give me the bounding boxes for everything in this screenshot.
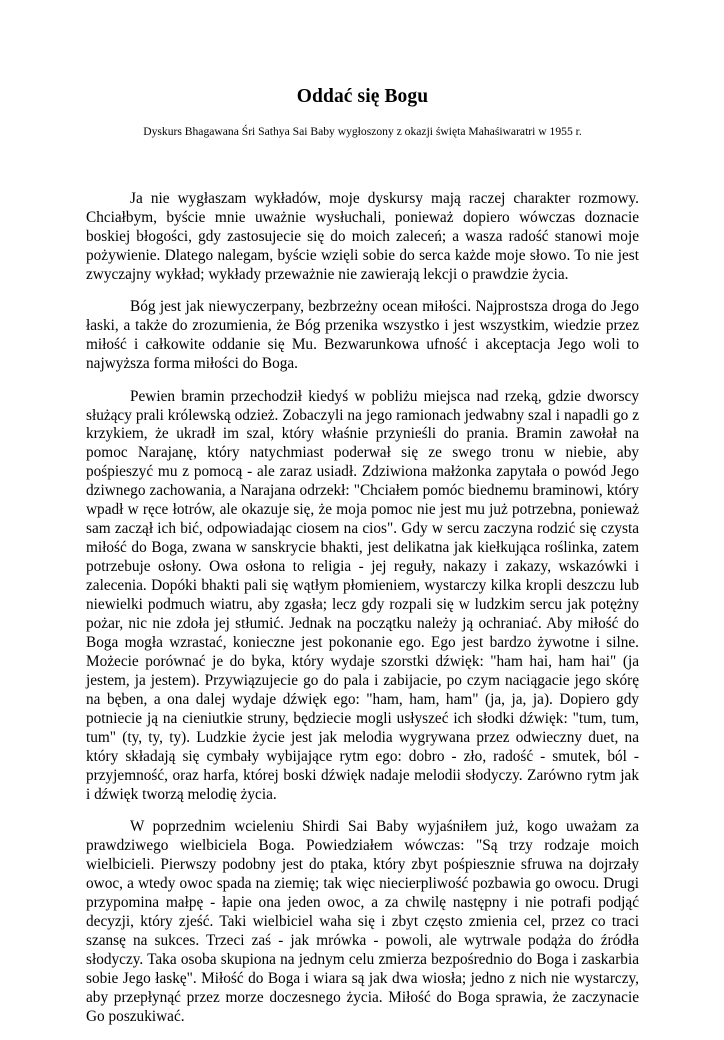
paragraph-3: Pewien bramin przechodził kiedyś w pobliżu miejsca nad rzeką, gdzie dworscy służący prali królewską odzież. Zobaczyli na jego ramionach jedwabny szal i napadli go z krzykiem, że ukradł im szal, który właśnie przynieśli do prania. Bramin zawołał na pomoc Narajanę, który natychmiast poderwał się ze swego tronu w niebie, aby pośpieszyć mu z pomocą - ale zaraz usiadł. Zdziwiona małżonka zapytała o powód Jego dziwnego zachowania, a Narajana odrzekł: "Chciałem pomóc biednemu braminowi, który wpadł w ręce łotrów, ale okazuje się, że moja pomoc nie jest mu już potrzebna, ponieważ sam zaczął ich bić, odpowiadając ciosem na cios". Gdy w sercu zaczyna rodzić się czysta miłość do Boga, zwana w sanskrycie bhakti, jest delikatna jak kiełkująca roślinka, zatem potrzebuje osłony. Owa osłona to religia - jej reguły, nakazy i zakazy, wskazówki i zalecenia. Dopóki bhakti pali się wątłym płomieniem, wystarczy kilka kropli deszczu lub niewielki podmuch wiatru, aby zgasła; lecz gdy rozpali się w ludzkim sercu jak potężny pożar, nic nie zdoła jej stłumić. Jednak na początku należy ją ochraniać. Aby miłość do Boga mogła wzrastać, konieczne jest pokonanie ego. Ego jest bardzo żywotne i silne. Możecie porównać je do byka, który wydaje szorstki dźwięk: "ham hai, ham hai" (ja jestem, ja jestem). Przywiązujecie go do pala i zabijacie, po czym naciągacie jego skórę na bęben, a ona dalej wydaje dźwięk ego: "ham, ham, ham" (ja, ja, ja). Dopiero gdy potniecie ją na cieniutkie struny, będziecie mogli usłyszeć ich słodki dźwięk: "tum, tum, tum" (ty, ty, ty). Ludzkie życie jest jak melodia wygrywana przez odwieczny duet, na który składają się cymbały wybijające rytm ego: dobro - zło, radość - smutek, ból - przyjemność, oraz harfa, której boski dźwięk nadaje melodii słodyczy. Zarówno rytm jak i dźwięk tworzą melodię życia. bbox=[86, 387, 639, 803]
document-body bbox=[86, 190, 639, 1040]
paragraph-4: W poprzednim wcieleniu Shirdi Sai Baby wyjaśniłem już, kogo uważam za prawdziwego wielbiciela Boga. Powiedziałem wówczas: "Są trzy rodzaje moich wielbicieli. Pierwszy podobny jest do ptaka, który zbyt pośpiesznie sfruwa na dojrzały owoc, a wtedy owoc spada na ziemię; tak więc niecierpliwość pozbawia go owocu. Drugi przypomina małpę - łapie ona jeden owoc, a za chwilę następny i nie potrafi podjąć decyzji, który zjeść. Taki wielbiciel waha się i zbyt często zmienia cel, przez co traci szansę na sukces. Trzeci zaś - jak mrówka - powoli, ale wytrwale podąża do źródła słodyczy. Taka osoba skupiona na jednym celu zmierza bezpośrednio do Boga i zaskarbia sobie Jego łaskę". Miłość do Boga i wiara są jak dwa wiosła; jedno z nich nie wystarczy, aby przepłynąć przez morze doczesnego życia. Miłość do Boga sprawia, że zaczynacie Go poszukiwać. bbox=[86, 818, 639, 1025]
paragraph-1: Ja nie wygłaszam wykładów, moje dyskursy mają raczej charakter rozmowy. Chciałbym, byście mnie uważnie wysłuchali, ponieważ dopiero wówczas doznacie boskiej błogości, gdy zastosujecie się do moich zaleceń; a wasza radość stanowi moje pożywienie. Dlatego nalegam, byście wzięli sobie do serca każde moje słowo. To nie jest zwyczajny wykład; wykłady przeważnie nie zawierają lekcji o prawdzie życia. bbox=[86, 190, 639, 283]
document-title: Oddać się Bogu bbox=[296, 86, 429, 107]
document-subtitle: Dyskurs Bhagawana Śri Sathya Sai Baby wygłoszony z okazji święta Mahaśiwaratri w 1955 r. bbox=[143, 125, 582, 138]
paragraph-2: Bóg jest jak niewyczerpany, bezbrzeżny ocean miłości. Najprostsza droga do Jego łaski, a także do zrozumienia, że Bóg przenika wszystko i jest wszystkim, wiedzie przez miłość i całkowite oddanie się Mu. Bezwarunkowa ufność i akceptacja Jego woli to najwyższa forma miłości do Boga. bbox=[86, 298, 639, 373]
